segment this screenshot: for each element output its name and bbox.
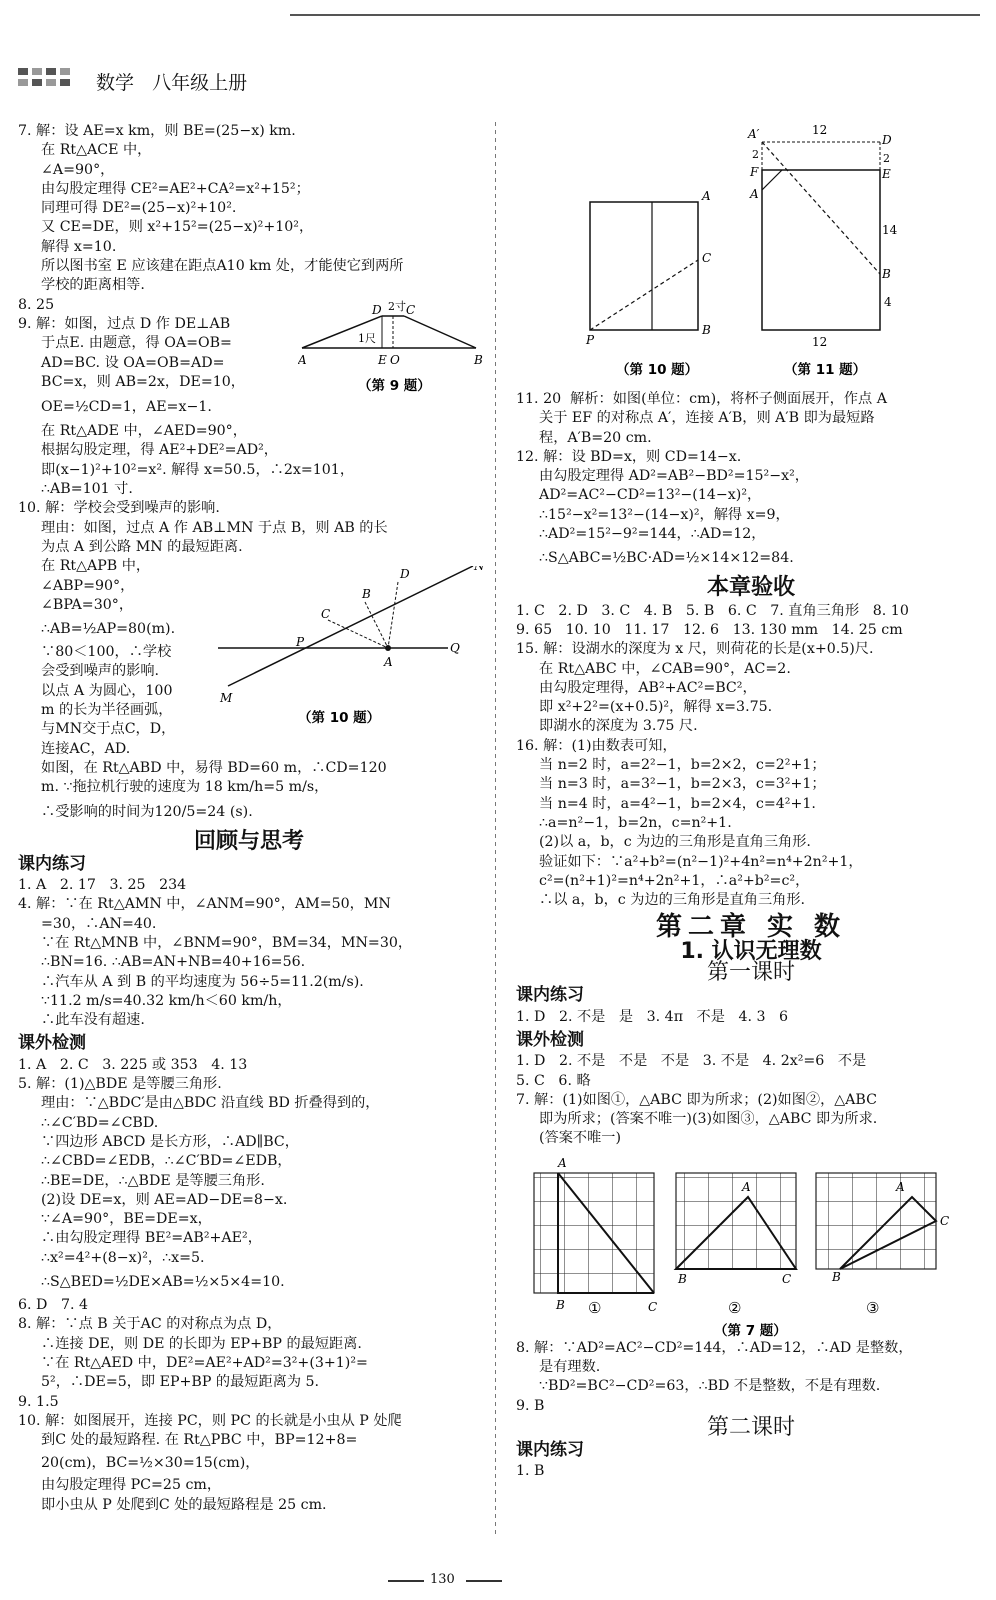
outclass-answers-r	[516, 1052, 986, 1148]
text-line: 9. 65 10. 10 11. 17 12. 6 13. 130 mm 14. 25 cm	[516, 621, 903, 638]
text-line: (答案不唯一)	[539, 1130, 622, 1147]
text-line: ∴汽车从 A 到 B 的平均速度为 56÷5=11.2(m/s).	[41, 973, 364, 990]
text-line: 学校的距离相等.	[41, 277, 145, 294]
label-text: D	[882, 133, 892, 147]
answer-q9	[18, 315, 298, 422]
text-line: ∴∠CBD=∠EDB，∴∠C′BD=∠EDB，	[41, 1153, 292, 1170]
text-line: OE=½CD=1，AE=x−1.	[41, 399, 212, 416]
text-line: 6. D 7. 4	[18, 1297, 89, 1314]
inclass-answers-r2: 1. B	[516, 1463, 545, 1480]
answer-r12	[516, 448, 986, 572]
text-line: 所以图书室 E 应该建在距点A10 km 处，才能使它到两所	[41, 258, 404, 275]
label-text: E	[882, 167, 891, 181]
text-line: 即小虫从 P 处爬到C 处的最短路程是 25 cm.	[41, 1496, 327, 1513]
text-line: 即 x²+2²=(x+0.5)²，解得 x=3.75.	[539, 699, 773, 716]
text-line: 11. 20 解析：如图(单位：cm)，将杯子侧面展开，作点 A	[516, 391, 887, 407]
text-line: 关于 EF 的对称点 A′，连接 A′B，则 A′B 即为最短路	[539, 410, 875, 427]
inclass-heading: 课内练习	[18, 853, 86, 874]
outclass-answers	[18, 1056, 480, 1515]
label-text: C	[782, 1271, 792, 1286]
text-line: c²=(n²+1)²=n⁴+2n²+1，∴a²+b²=c²，	[539, 872, 810, 889]
text-line: 即为所求；(答案不唯一)(3)如图③，△ABC 即为所求.	[539, 1111, 878, 1128]
label-text: E	[378, 353, 387, 367]
text-line: 当 n=2 时，a=2²−1，b=2×2，c=2²+1；	[539, 757, 826, 774]
text-line: 在 Rt△ABC 中，∠CAB=90°，AC=2.	[539, 660, 791, 677]
answer-q7	[18, 122, 480, 296]
label-text: N	[474, 566, 485, 573]
text-line: 理由：∵△BDC′是由△BDC 沿直线 BD 折叠得到的，	[41, 1095, 380, 1112]
figure-7-drawing	[516, 1153, 986, 1339]
text-line: 为点 A 到公路 MN 的最短距离.	[41, 538, 243, 555]
text-line: m 的长为半径画弧，	[41, 702, 173, 719]
text-line: 10. 解：学校会受到噪声的影响.	[18, 500, 220, 517]
text-line: 5²，∴DE=5，即 EP+BP 的最短距离为 5.	[41, 1374, 320, 1391]
text-line: 9. 解：如图，过点 D 作 DE⊥AB	[18, 315, 231, 332]
figures-10-11	[516, 122, 986, 390]
text-line: 8. 解：∵AD²=AC²−CD²=144，∴AD=12，∴AD 是整数，	[516, 1339, 913, 1356]
label-text: F	[750, 165, 759, 179]
text-line: ∴此车没有超速.	[41, 1012, 145, 1029]
footer-rule-right	[466, 1580, 502, 1582]
text-line: m. ∵拖拉机行驶的速度为 18 km/h=5 m/s，	[41, 779, 329, 796]
text-line: 在 Rt△ACE 中，	[41, 142, 152, 159]
page-header	[96, 68, 247, 95]
label-text: C	[702, 251, 712, 265]
text-line: 由勾股定理得 PC=25 cm，	[41, 1477, 222, 1494]
text-line: 与MN交于点C，D，	[41, 721, 176, 738]
text-line: 12. 解：设 BD=x，则 CD=14−x.	[516, 448, 742, 465]
text-line: ∵∠A=90°，BE=DE=x，	[41, 1211, 212, 1228]
grid-panel	[816, 1173, 936, 1269]
text-line: AD=BC. 设 OA=OB=AD=	[41, 354, 225, 371]
text-line: 1. C 2. D 3. C 4. B 5. B 6. C 7. 直角三角形 8. 10	[516, 602, 909, 619]
text-line: 由勾股定理得 AD²=AB²−BD²=15²−x²，	[539, 468, 809, 485]
figure-caption: （第 10 题）	[298, 710, 381, 726]
label-text: B	[556, 1297, 565, 1312]
text-line: ∵在 Rt△AED 中，DE²=AE²+AD²=3²+(3+1)²=	[41, 1354, 368, 1371]
figure-10-left	[218, 566, 488, 752]
text-line: (2)设 DE=x，则 AE=AD−DE=8−x.	[41, 1191, 288, 1208]
label-text: C	[406, 303, 416, 317]
text-line: 理由：如图，过点 A 作 AB⊥MN 于点 B，则 AB 的长	[41, 519, 388, 536]
text-line: 连接AC，AD.	[41, 740, 131, 757]
text-line: 1. A 2. 17 3. 25 234	[18, 877, 187, 894]
text-line: AD²=AC²−CD²=13²−(14−x)²，	[539, 487, 762, 504]
text-line: ∴S△BED=½DE×AB=½×5×4=10.	[41, 1274, 285, 1291]
label-text: B	[882, 267, 891, 281]
text-line: ∴AD²=15²−9²=144，∴AD=12，	[539, 526, 766, 543]
text-line: 8. 解：∵点 B 关于AC 的对称点为点 D，	[18, 1316, 282, 1333]
figure-line	[388, 582, 398, 648]
figure-number: ③	[866, 1298, 880, 1317]
label-text: A	[558, 1155, 567, 1170]
label-text: C	[321, 607, 331, 621]
figure-rect	[590, 202, 698, 330]
text-line: ∠A=90°，	[41, 161, 115, 178]
inclass-heading-r: 课内练习	[516, 985, 584, 1006]
label-text: A	[702, 189, 711, 203]
figure-9-drawing	[298, 298, 498, 398]
text-line: 在 Rt△APB 中，	[41, 558, 151, 575]
figure-rect	[762, 170, 880, 330]
review-title: 回顾与思考	[193, 827, 304, 854]
outclass-heading: 课外检测	[18, 1033, 86, 1054]
label-text: O	[390, 353, 400, 367]
text-line: 9. 1.5	[18, 1393, 59, 1410]
header-rule	[290, 14, 980, 16]
inclass-heading-r2: 课内练习	[516, 1440, 584, 1461]
section-1-title: 1. 认识无理数	[680, 938, 822, 964]
label-text: B	[474, 353, 483, 367]
text-line: ∴a=n²−1，b=2n，c=n²+1.	[539, 814, 732, 831]
text-line: ∴∠C′BD=∠CBD.	[41, 1114, 159, 1131]
label-text: 12	[812, 123, 828, 137]
figure-number: ②	[728, 1298, 742, 1317]
label-text: 14	[882, 223, 898, 237]
footer-rule-left	[388, 1580, 424, 1582]
left-column	[18, 122, 485, 1515]
text-line: 由勾股定理得 CE²=AE²+CA²=x²+15²；	[41, 180, 310, 197]
text-line: 于点E. 由题意，得 OA=OB=	[41, 335, 232, 352]
text-line: 20(cm)，BC=½×30=15(cm)，	[41, 1455, 260, 1472]
lesson-1-title: 第一课时	[706, 960, 795, 986]
text-line: 以点 A 为圆心，100	[41, 682, 173, 699]
label-text: A	[896, 1179, 905, 1194]
grid-panel	[676, 1173, 796, 1269]
label-text: 2寸	[388, 300, 406, 313]
text-line: 1. D 2. 不是 不是 不是 3. 不是 4. 2x²=6 不是	[516, 1053, 867, 1070]
header-subject: 数学	[96, 72, 135, 94]
label-text: A	[384, 655, 393, 669]
answer-q8: 8. 25	[18, 296, 55, 313]
answer-r8-9	[516, 1339, 986, 1416]
label-text: B	[362, 587, 371, 601]
text-line: ∴受影响的时间为120/5=24 (s).	[41, 803, 253, 820]
figure-line	[404, 316, 476, 348]
text-line: 如图，在 Rt△ABD 中，易得 BD=60 m，∴CD=120	[41, 759, 387, 776]
label-text: D	[400, 567, 410, 581]
text-line: ∴由勾股定理得 BE²=AB²+AE²，	[41, 1230, 262, 1247]
figures-10-11-drawing	[516, 122, 986, 390]
text-line: ∴AB=101 寸.	[41, 481, 133, 498]
text-line: 程，A′B=20 cm.	[539, 429, 652, 446]
label-text: A	[742, 1179, 751, 1194]
text-line: ∠ABP=90°，	[41, 577, 135, 594]
text-line: ∴连接 DE，则 DE 的长即为 EP+BP 的最短距离.	[41, 1335, 362, 1352]
lesson-2-title: 第二课时	[706, 1414, 795, 1440]
text-line: ∴BN=16. ∴AB=AN+NB=40+16=56.	[41, 954, 306, 971]
text-line: 即湖水的深度为 3.75 尺.	[539, 718, 698, 735]
point-a-icon	[385, 645, 391, 651]
text-line: ∵BD²=BC²−CD²=63，∴BD 不是整数，不是有理数.	[539, 1378, 881, 1395]
outclass-heading-r: 课外检测	[516, 1029, 584, 1050]
chapter-check-answers	[516, 602, 986, 911]
label-text: 12	[812, 335, 828, 349]
text-line: 当 n=4 时，a=4²−1，b=2×4，c=4²+1.	[539, 795, 816, 812]
text-line: 15. 解：设湖水的深度为 x 尺，则荷花的长是(x+0.5)尺.	[516, 641, 874, 658]
text-line: 10. 解：如图展开，连接 PC，则 PC 的长就是小虫从 P 处爬	[18, 1412, 402, 1429]
label-text: 2	[883, 152, 890, 165]
label-text: C	[940, 1213, 950, 1228]
page-number: 130	[430, 1572, 455, 1587]
figure-line	[328, 620, 388, 648]
text-line: 由勾股定理得，AB²+AC²=BC²，	[539, 679, 757, 696]
label-text: B	[702, 323, 711, 337]
text-line: 16. 解：(1)由数表可知，	[516, 737, 677, 754]
answer-r11	[516, 390, 986, 448]
figure-line	[762, 170, 782, 190]
label-text: 4	[884, 295, 892, 309]
right-column	[516, 122, 986, 1482]
label-text: B	[832, 1269, 841, 1284]
text-line: 根据勾股定理，得 AE²+DE²=AD²，	[41, 442, 278, 459]
text-line: 同理可得 DE²=(25−x)²+10².	[41, 200, 237, 217]
inclass-answers-r: 1. D 2. 不是 是 3. 4π 不是 4. 3 6	[516, 1008, 789, 1025]
figure-line	[762, 142, 880, 274]
label-text: M	[220, 691, 233, 705]
text-line: ∴15²−x²=13²−(14−x)²，解得 x=9，	[539, 506, 790, 523]
text-line: 4. 解：∵在 Rt△AMN 中，∠ANM=90°，AM=50，MN	[18, 896, 391, 913]
chapter-2-title: 第二章 实 数	[655, 912, 847, 943]
header-logo-icon	[18, 68, 78, 94]
figure-7	[516, 1153, 986, 1339]
text-line: ∴以 a，b，c 为边的三角形是直角三角形.	[539, 892, 806, 909]
label-text: 1尺	[358, 332, 376, 345]
text-line: =30，∴AN=40.	[41, 915, 157, 932]
text-line: ∴x²=4²+(8−x)²，∴x=5.	[41, 1249, 205, 1266]
figure-line	[228, 566, 473, 686]
text-line: 到C 处的最短路程. 在 Rt△PBC 中，BP=12+8=	[41, 1432, 358, 1449]
label-text: A	[298, 353, 307, 367]
figure-caption: （第 10 题）	[616, 362, 699, 378]
text-line: 会受到噪声的影响.	[41, 663, 160, 680]
figure-line	[590, 260, 698, 330]
figure-10-left-drawing	[218, 566, 488, 746]
text-line: 5. C 6. 略	[516, 1072, 591, 1089]
text-line: 1. A 2. C 3. 225 或 353 4. 13	[18, 1056, 248, 1073]
figure-9	[298, 298, 498, 404]
text-line: 7. 解：(1)如图①，△ABC 即为所求；(2)如图②，△ABC	[516, 1091, 877, 1108]
label-text: D	[372, 303, 382, 317]
text-line: 在 Rt△ADE 中，∠AED=90°，	[41, 423, 247, 440]
label-text: Q	[450, 641, 460, 655]
grid-panel	[534, 1173, 654, 1293]
text-line: ∵四边形 ABCD 是长方形，∴AD∥BC，	[41, 1133, 299, 1150]
text-line: (2)以 a，b，c 为边的三角形是直角三角形.	[539, 834, 811, 851]
label-text: 2	[752, 148, 759, 161]
text-line: 当 n=3 时，a=3²−1，b=2×3，c=3²+1；	[539, 776, 826, 793]
text-line: ∠BPA=30°，	[41, 596, 134, 613]
figure-caption: （第 7 题）	[714, 1322, 787, 1339]
text-line: BC=x，则 AB=2x，DE=10，	[41, 373, 245, 390]
figure-number: ①	[588, 1298, 602, 1317]
text-line: ∴BE=DE，∴△BDE 是等腰三角形.	[41, 1172, 265, 1189]
text-line: ∵80＜100，∴学校	[41, 644, 172, 661]
text-line: ∵11.2 m/s=40.32 km/h＜60 km/h，	[41, 992, 292, 1009]
text-line: 7. 解：设 AE=x km，则 BE=(25−x) km.	[18, 123, 296, 139]
inclass-answers	[18, 876, 480, 1030]
label-text: B	[678, 1271, 687, 1286]
label-text: P	[296, 635, 305, 649]
text-line: 是有理数.	[539, 1358, 601, 1375]
label-text: A	[750, 187, 759, 201]
header-grade: 八年级上册	[152, 72, 248, 94]
label-text: P	[586, 333, 595, 347]
text-line: 9. B	[516, 1397, 545, 1414]
text-line: 又 CE=DE，则 x²+15²=(25−x)²+10²，	[41, 219, 314, 236]
text-line: ∵在 Rt△MNB 中，∠BNM=90°，BM=34，MN=30，	[41, 934, 413, 951]
text-line: 验证如下：∵a²+b²=(n²−1)²+4n²=n⁴+2n²+1，	[539, 853, 863, 870]
text-line: 5. 解：(1)△BDE 是等腰三角形.	[18, 1076, 222, 1093]
text-line: ∴S△ABC=½BC·AD=½×14×12=84.	[539, 550, 794, 567]
text-line: 解得 x=10.	[41, 238, 117, 255]
figure-caption: （第 11 题）	[784, 362, 867, 378]
figure-caption: （第 9 题）	[358, 378, 431, 394]
text-line: 即(x−1)²+10²=x². 解得 x=50.5，∴2x=101，	[41, 461, 355, 478]
label-text: A′	[748, 127, 760, 141]
text-line: ∴AB=½AP=80(m).	[41, 621, 176, 638]
chapter-check-title: 本章验收	[706, 574, 795, 601]
label-text: C	[648, 1299, 658, 1314]
